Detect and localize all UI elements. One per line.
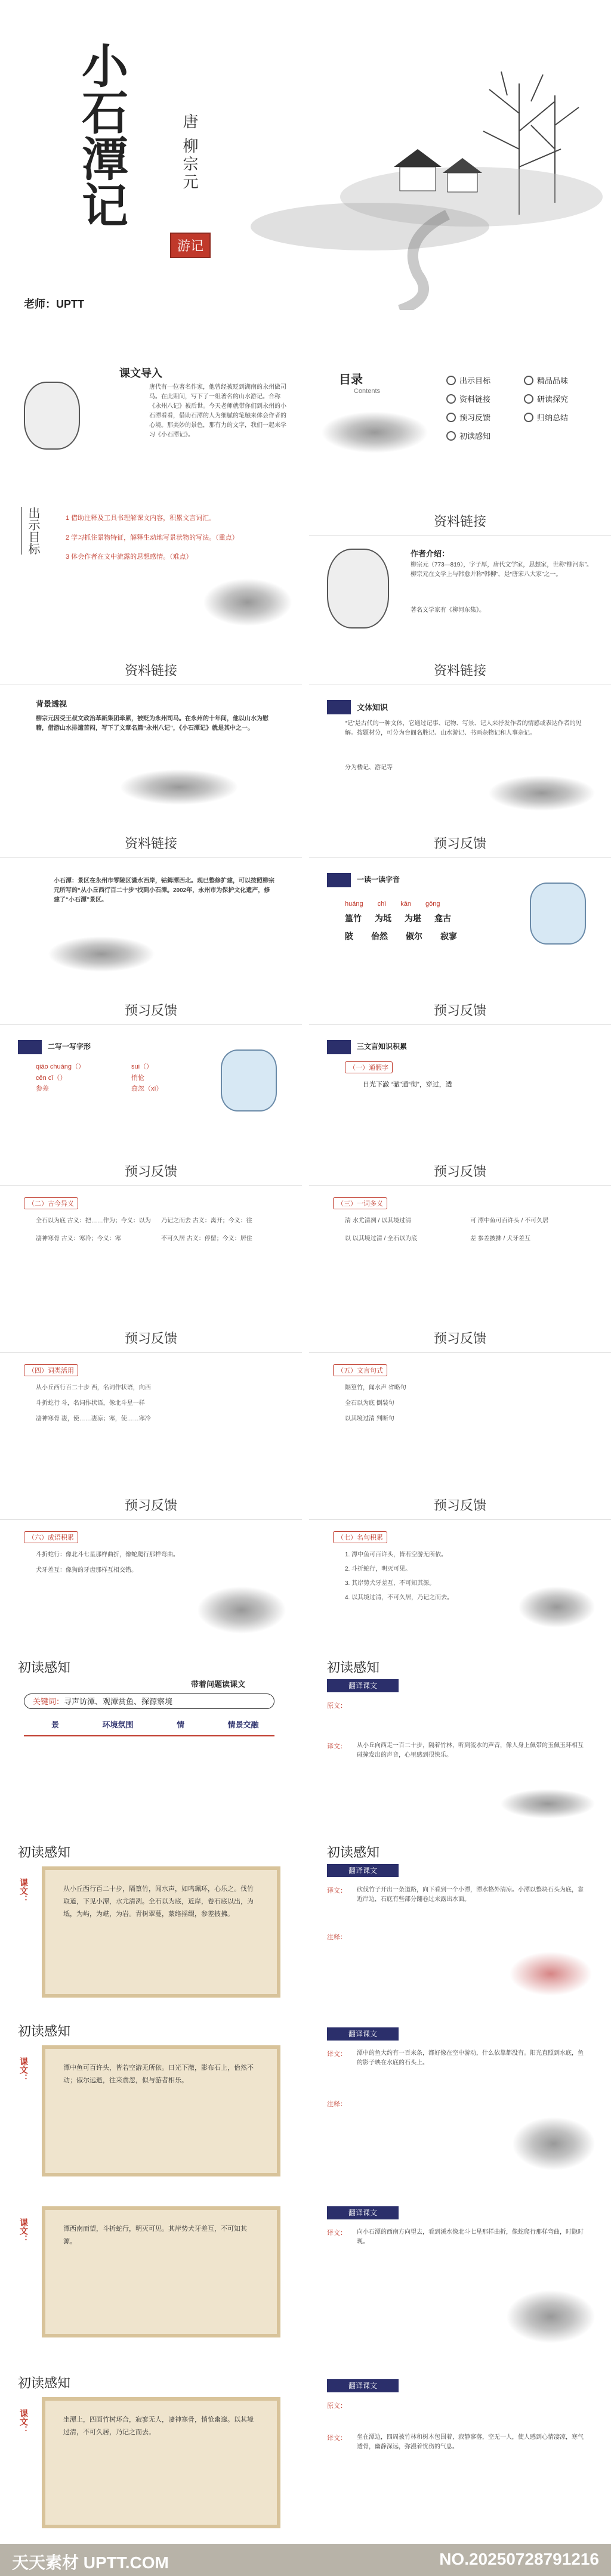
circle-icon xyxy=(524,394,533,404)
section-tag: （七）名句积累 xyxy=(333,1531,387,1543)
text-scroll xyxy=(42,2206,280,2337)
translation-text: 砍伐竹子开出一条道路，向下看到一个小潭，潭水格外清凉。小潭以整块石头为底，靠近岸边，石底有些部分翻卷过来露出水面。 xyxy=(357,1887,584,1903)
ink-bridge-image xyxy=(488,775,595,811)
mingju-list: 1. 潭中鱼可百许头，皆若空游无所依。 2. 斗折蛇行，明灭可见。 3. 其岸势犬牙差互，不可知其源。 4. 以其境过清，不可久居，乃记之而去。 xyxy=(345,1552,453,1601)
yuxi1-slide xyxy=(309,823,611,984)
duoyi-grid: 清 水尤清冽 / 以其境过清 可 潭中鱼可百许头 / 不可久居 以 以其境过清 / 全石以为底 差 参差披拂 / 犬牙差互 xyxy=(345,1218,549,1242)
translation-text: 从小丘向西走一百二十步，隔着竹林，听到流水的声音，像人身上佩带的玉佩玉环相互碰撞发出的声音，心里感到很快乐。 xyxy=(357,1742,584,1758)
toc-item[interactable]: 研读探究 xyxy=(524,393,601,404)
ink-fish-image xyxy=(48,936,155,972)
plum-blossom-image xyxy=(506,1950,595,1998)
scroll-label: 课文： xyxy=(19,2218,29,2243)
scroll-label: 课文： xyxy=(19,2057,29,2082)
keywords-box: 关键词：寻声访潭、观潭赏鱼、探源察境 xyxy=(24,1693,274,1709)
yuxi7-slide xyxy=(309,1318,611,1479)
poet-portrait xyxy=(24,382,80,450)
char-row: 篁竹 为坻 为堪 龛古 xyxy=(345,914,451,923)
pinyin: huáng xyxy=(345,900,363,908)
pinyin-row xyxy=(345,900,440,908)
chudu3-slide xyxy=(0,2015,302,2188)
slide-header: 初读感知 xyxy=(18,1845,71,1860)
pinyin: kān xyxy=(400,900,412,908)
author-note: 著名文学家有《柳河东集》。 xyxy=(411,607,485,614)
genre-label: 文体知识 xyxy=(357,703,388,712)
inkstone-image xyxy=(203,578,292,626)
background-text: 柳宗元因受王叔文政治革新集团牵累，被贬为永州司马。在永州的十年间，他以山水为慰藉，借游山水排遣苦闷，写下了文章名篇“永州八记”，《小石潭记》就是其中之一。 xyxy=(36,716,269,732)
goal-item: 3 体会作者在文中流露的思想感情。（难点） xyxy=(66,553,193,561)
slide-header: 预习反馈 xyxy=(433,1003,486,1018)
yuxi3-slide xyxy=(309,990,611,1145)
toc-item[interactable]: 出示目标 xyxy=(446,374,524,386)
book-icon xyxy=(18,1040,42,1054)
translate-tag: 翻译课文 xyxy=(327,1679,399,1692)
chudu4-slide xyxy=(0,2194,302,2361)
ink-bird-image xyxy=(512,2117,595,2171)
ziliao2-slide xyxy=(0,650,302,817)
slide-header: 预习反馈 xyxy=(124,1164,177,1179)
analysis-table xyxy=(24,1735,274,1808)
chengyu-list: 斗折蛇行：像北斗七星那样曲折，像蛇爬行那样弯曲。 犬牙差互：像狗的牙齿那样互相交错。 xyxy=(36,1552,179,1574)
watermark-left: 天天素材 UPTT.COM xyxy=(12,2553,169,2572)
author-label: 作者介绍： xyxy=(411,549,450,558)
background-label: 背景透视 xyxy=(36,699,67,708)
text-scroll xyxy=(42,1866,280,1998)
ink-landscape xyxy=(221,60,603,310)
ink-rock-image xyxy=(197,1586,286,1634)
slide-header: 预习反馈 xyxy=(433,1164,486,1179)
yuanwen-label: 原文： xyxy=(327,1702,347,1710)
scroll-text: 潭中鱼可百许头，皆若空游无所依。日光下澈，影布石上，佁然不动；俶尔远逝，往来翕忽，似与游者相乐。 xyxy=(63,2064,254,2084)
slide-header: 初读感知 xyxy=(18,1660,71,1675)
watermark-right: NO.20250728791216 xyxy=(439,2550,599,2568)
slide-header: 资料链接 xyxy=(433,514,486,529)
yiwen-label: 译文： xyxy=(327,2051,347,2058)
ink-boat-image xyxy=(518,1586,595,1628)
tongjia-text: 日光下澈 “澈”通“彻”，穿过，透 xyxy=(363,1081,452,1088)
toc-title: 目录 xyxy=(339,373,363,386)
chudu2-slide xyxy=(0,1837,302,2010)
teacher-label: 老师：UPTT xyxy=(24,298,84,310)
translation-text: 坐在潭边，四周被竹林和树木包围着，寂静寥落，空无一人，使人感到心情凄凉，寒气透骨，幽静深远，弥漫着忧伤的气息。 xyxy=(357,2434,584,2450)
slide-header: 预习反馈 xyxy=(433,1331,486,1346)
ink-trees-image xyxy=(500,1789,595,1819)
mountain-image xyxy=(321,411,428,453)
book-icon xyxy=(327,700,351,714)
toc-item[interactable]: 资料链接 xyxy=(446,393,524,404)
goal-item: 2 学习抓住景物特征，解释生动地写景状物的写法。（重点） xyxy=(66,534,239,541)
section-tag: （六）成语积累 xyxy=(24,1531,78,1543)
huoyong-list: 从小丘西行百二十步 西，名词作状语，向西 斗折蛇行 斗，名词作状语，像北斗星一样 凄神寒骨 凄，使……凄凉；寒，使……寒冷 xyxy=(36,1385,151,1422)
scroll-text: 从小丘西行百二十步，隔篁竹，闻水声，如鸣珮环，心乐之。伐竹取道，下见小潭，水尤清冽。全石以为底，近岸，卷石底以出，为坻，为屿，为嵁，为岩。青树翠蔓，蒙络摇缀，参差披拂。 xyxy=(63,1885,254,1918)
yiwen-label: 译文： xyxy=(327,1887,347,1894)
yuxi4-slide xyxy=(0,1151,302,1312)
yiwen-label: 译文： xyxy=(327,2230,347,2237)
ink-trees-image xyxy=(119,769,239,805)
yuxi8-slide xyxy=(0,1485,302,1646)
fanyi3-slide xyxy=(309,2015,611,2188)
author-text: 柳宗元（773—819），字子厚，唐代文学家，思想家，世称“柳河东”。柳宗元在文学上与韩愈并称“韩柳”，是“唐宋八大家”之一。 xyxy=(411,562,593,578)
slide-header: 预习反馈 xyxy=(433,836,486,851)
intro-text: 唐代有一位著名作家，他曾经被贬到湖南的永州做司马。在此期间，写下了一组著名的山水游记。合称《永州八记》被后世。今天老师就带你们到永州的小石潭看看，借助石潭的人为细腻的笔触来体会作者的心境。那美妙的景色，那有力的文字，我们一起来学习《小石潭记》。 xyxy=(149,384,286,438)
translate-tag: 翻译课文 xyxy=(327,2027,399,2041)
section-tag: （四）词类活用 xyxy=(24,1364,78,1376)
section-tag: （三）一词多义 xyxy=(333,1197,387,1209)
cover-author: 唐 柳宗元 xyxy=(181,113,199,192)
kids-reading-image xyxy=(530,883,586,945)
char-row-2: 陂 佁然 俶尔 寂寥 xyxy=(345,931,457,941)
toc-item[interactable]: 初读感知 xyxy=(446,430,524,441)
text-scroll xyxy=(42,2045,280,2176)
yuxi5-slide xyxy=(309,1151,611,1312)
toc-slide xyxy=(309,358,611,495)
section-tag: （二）古今异义 xyxy=(24,1197,78,1209)
yiwen-label: 译文： xyxy=(327,1743,347,1750)
gujin-grid: 全石以为底 古义：把……作为；今义：以为 乃记之而去 古义：离开；今义：往 凄神寒骨 古义：寒冷；今义：寒 不可久居 古义：停留；今义：居住 xyxy=(36,1218,252,1242)
circle-icon xyxy=(524,376,533,385)
toc-item[interactable]: 预习反馈 xyxy=(446,411,524,423)
cover-title: 小石潭记 xyxy=(74,42,128,228)
slide-header: 资料链接 xyxy=(124,836,177,851)
knowledge-label: 三文言知识积累 xyxy=(357,1042,408,1051)
toc-item[interactable]: 归纳总结 xyxy=(524,411,601,423)
toc-list xyxy=(446,371,601,445)
slide-header: 资料链接 xyxy=(124,663,177,678)
goals-list xyxy=(66,513,245,563)
fanyi1-slide xyxy=(309,1652,611,1831)
scroll-label: 课文： xyxy=(19,1878,29,1903)
slide-header: 初读感知 xyxy=(18,2024,71,2039)
fanyi4-slide xyxy=(309,2194,611,2361)
slide-header: 初读感知 xyxy=(18,2376,71,2391)
text-scroll xyxy=(42,2397,280,2528)
tongjia-tag: （一）通假字 xyxy=(345,1061,393,1073)
fanyi2-slide xyxy=(309,1837,611,2010)
yuxi6-slide xyxy=(0,1318,302,1479)
circle-icon xyxy=(524,413,533,422)
yuxi2-slide xyxy=(0,990,302,1145)
pronounce-label: 一读一读字音 xyxy=(357,875,400,884)
slide-header: 预习反馈 xyxy=(124,1331,177,1346)
slide-header: 初读感知 xyxy=(327,1845,380,1860)
translate-tag: 翻译课文 xyxy=(327,2206,399,2219)
book-icon xyxy=(327,873,351,887)
ziliao1-slide xyxy=(309,501,611,644)
toc-item[interactable]: 精品品味 xyxy=(524,374,601,386)
translation-text: 向小石潭的西南方向望去，看到溪水像北斗七星那样曲折，像蛇爬行那样弯曲，时隐时现。 xyxy=(357,2229,584,2245)
cover-stamp: 游记 xyxy=(170,233,211,258)
circle-icon xyxy=(446,376,456,385)
translate-tag: 翻译课文 xyxy=(327,2379,399,2392)
slide-header: 预习反馈 xyxy=(124,1498,177,1513)
yiwen-label: 译文： xyxy=(327,2435,347,2442)
cover-slide xyxy=(0,0,611,353)
ziliao4-slide xyxy=(0,823,302,984)
kids-reading-image xyxy=(221,1049,277,1111)
chudu5-slide xyxy=(0,2367,302,2540)
slide-header: 预习反馈 xyxy=(433,1498,486,1513)
yuxi9-slide xyxy=(309,1485,611,1646)
genre-text: “记”是古代的一种文体，它通过记事、记物、写景、记人来抒发作者的情感或表达作者的见解。按题材分，可分为台阁名胜记、山水游记、书画杂物记和人事杂记。 xyxy=(345,720,582,736)
goal-item: 1 借助注释及工具书理解课文内容，积累文言词汇。 xyxy=(66,515,216,522)
ink-birds-image xyxy=(506,2290,595,2343)
write-grid: qiāo chuàng（） sui（） cēn cī（） 悄怆 参差 翕忽（xī） xyxy=(36,1063,163,1093)
scenic-text: 小石潭：景区在永州市零陵区潇水西岸，钴鉧潭西北。现已整修扩建，可以按照柳宗元所写的“从小丘西行百二十步”找到小石潭。2002年，永州市为保护文化遗产，修建了“小石潭”景区。 xyxy=(54,878,274,903)
zhushi-label: 注释： xyxy=(327,1934,347,1941)
circle-icon xyxy=(446,431,456,441)
ziliao3-slide xyxy=(309,650,611,817)
fanyi5-slide xyxy=(309,2367,611,2540)
chudu1-slide xyxy=(0,1652,302,1831)
yuanwen-label: 原文： xyxy=(327,2402,347,2410)
genre-note: 分为楼记、游记等 xyxy=(345,764,393,771)
goals-side-title: 出示目标 xyxy=(21,507,42,555)
circle-icon xyxy=(446,413,456,422)
translation-text: 潭中的鱼大约有一百来条，都好像在空中游动，什么依靠都没有。阳光直照到水底，鱼的影子映在水底的石头上。 xyxy=(357,2050,584,2066)
table-header: 景 环境氛围 情 情景交融 xyxy=(51,1720,259,1729)
watermark-footer xyxy=(0,2544,611,2576)
zhushi-label: 注释： xyxy=(327,2101,347,2108)
intro-slide xyxy=(0,358,302,644)
book-icon xyxy=(327,1040,351,1054)
intro-heading: 课文导入 xyxy=(119,367,162,379)
scroll-text: 潭西南而望，斗折蛇行，明灭可见。其岸势犬牙差互，不可知其源。 xyxy=(63,2225,247,2245)
section-tag: （五）文言句式 xyxy=(333,1364,387,1376)
translate-tag: 翻译课文 xyxy=(327,1864,399,1877)
circle-icon xyxy=(446,394,456,404)
pinyin: chì xyxy=(377,900,387,908)
write-label: 二写一写字形 xyxy=(48,1042,91,1051)
slide-header: 预习反馈 xyxy=(124,1003,177,1018)
scroll-label: 课文： xyxy=(19,2409,29,2434)
author-portrait xyxy=(327,549,389,628)
scroll-text: 坐潭上，四面竹树环合，寂寥无人，凄神寒骨，悄怆幽邃。以其境过清，不可久居，乃记之而去。 xyxy=(63,2416,254,2436)
question-title: 带着问题读课文 xyxy=(191,1680,246,1689)
slide-header: 初读感知 xyxy=(327,1660,380,1675)
toc-subtitle: Contents xyxy=(354,388,381,395)
slide-header: 资料链接 xyxy=(433,663,486,678)
pinyin: gōng xyxy=(425,900,440,908)
jushi-list: 隔篁竹，闻水声 省略句 全石以为底 倒装句 以其境过清 判断句 xyxy=(345,1385,406,1422)
